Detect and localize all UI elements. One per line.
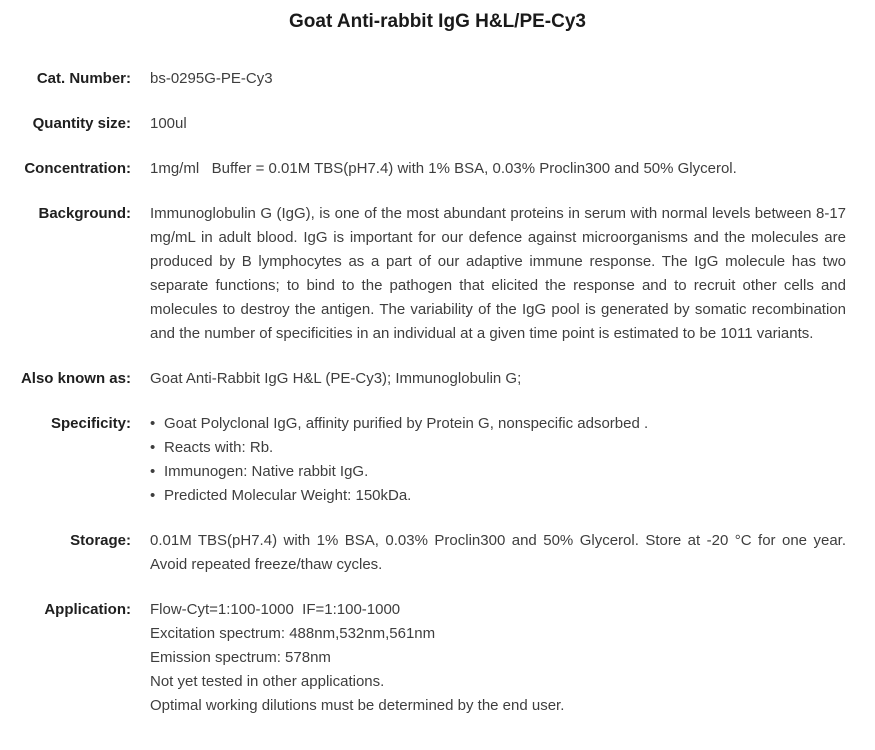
quantity-size-value: 100ul: [150, 115, 187, 132]
field-row-cat-number: [0, 67, 875, 91]
bullet-icon: •: [150, 439, 156, 456]
application-line: Optimal working dilutions must be determined by the end user.: [150, 697, 565, 714]
cat-number-value: bs-0295G-PE-Cy3: [150, 70, 273, 87]
field-row-quantity-size: [0, 112, 875, 136]
application-line: Flow-Cyt=1:100-1000 IF=1:100-1000: [150, 601, 401, 618]
field-row-concentration: [0, 157, 875, 181]
page-title: Goat Anti-rabbit IgG H&L/PE-Cy3: [289, 11, 586, 32]
application-line: Excitation spectrum: 488nm,532nm,561nm: [150, 625, 436, 642]
bullet-icon: •: [150, 463, 156, 480]
field-row-also-known-as: [0, 367, 875, 391]
specificity-item-text: Goat Polyclonal IgG, affinity purified by Protein G, nonspecific adsorbed .: [164, 415, 649, 432]
concentration-label: Concentration:: [24, 160, 131, 177]
cat-number-label: Cat. Number:: [36, 70, 131, 87]
bullet-item: [150, 436, 846, 460]
bullet-item: [150, 412, 846, 436]
storage-value: 0.01M TBS(pH7.4) with 1% BSA, 0.03% Proclin300 and 50% Glycerol. Store at -20 °C for one year. Avoid repeated freeze/thaw cycles.: [150, 532, 846, 573]
concentration-value: 1mg/ml Buffer = 0.01M TBS(pH7.4) with 1% BSA, 0.03% Proclin300 and 50% Glycerol.: [150, 160, 737, 177]
bullet-icon: •: [150, 415, 156, 432]
specificity-item-text: Reacts with: Rb.: [164, 439, 274, 456]
also-known-as-label: Also known as:: [20, 370, 131, 387]
application-line: Emission spectrum: 578nm: [150, 649, 331, 666]
field-row-storage: [0, 529, 875, 577]
application-line: Not yet tested in other applications.: [150, 673, 385, 690]
field-rows: [0, 67, 875, 718]
also-known-as-value: Goat Anti-Rabbit IgG H&L (PE-Cy3); Immunoglobulin G;: [150, 370, 522, 387]
field-row-specificity: [0, 412, 875, 508]
specificity-bullet-list: [150, 412, 846, 508]
storage-label: Storage:: [70, 532, 131, 549]
field-row-background: [0, 202, 875, 346]
specificity-item-text: Immunogen: Native rabbit IgG.: [164, 463, 369, 480]
specificity-label: Specificity:: [50, 415, 131, 432]
bullet-item: [150, 460, 846, 484]
application-label: Application:: [44, 601, 131, 618]
bullet-icon: •: [150, 487, 156, 504]
specificity-item-text: Predicted Molecular Weight: 150kDa.: [164, 487, 412, 504]
background-label: Background:: [38, 205, 131, 222]
quantity-size-label: Quantity size:: [32, 115, 131, 132]
bullet-item: [150, 484, 846, 508]
application-lines: [150, 598, 846, 718]
field-row-application: [0, 598, 875, 718]
background-value: Immunoglobulin G (IgG), is one of the most abundant proteins in serum with normal levels between 8-17 mg/mL in adult blood. IgG is important for our defence against microorganisms and the molecules are produced by B lymphocytes as a part of our adaptive immune response. The IgG molecule has two separate functions; to bind to the pathogen that elicited the response and to recruit other cells and molecules to destroy the antigen. The variability of the IgG pool is generated by somatic recombination and the number of specificities in an individual at a given time point is estimated to be 1011 variants.: [150, 205, 846, 342]
